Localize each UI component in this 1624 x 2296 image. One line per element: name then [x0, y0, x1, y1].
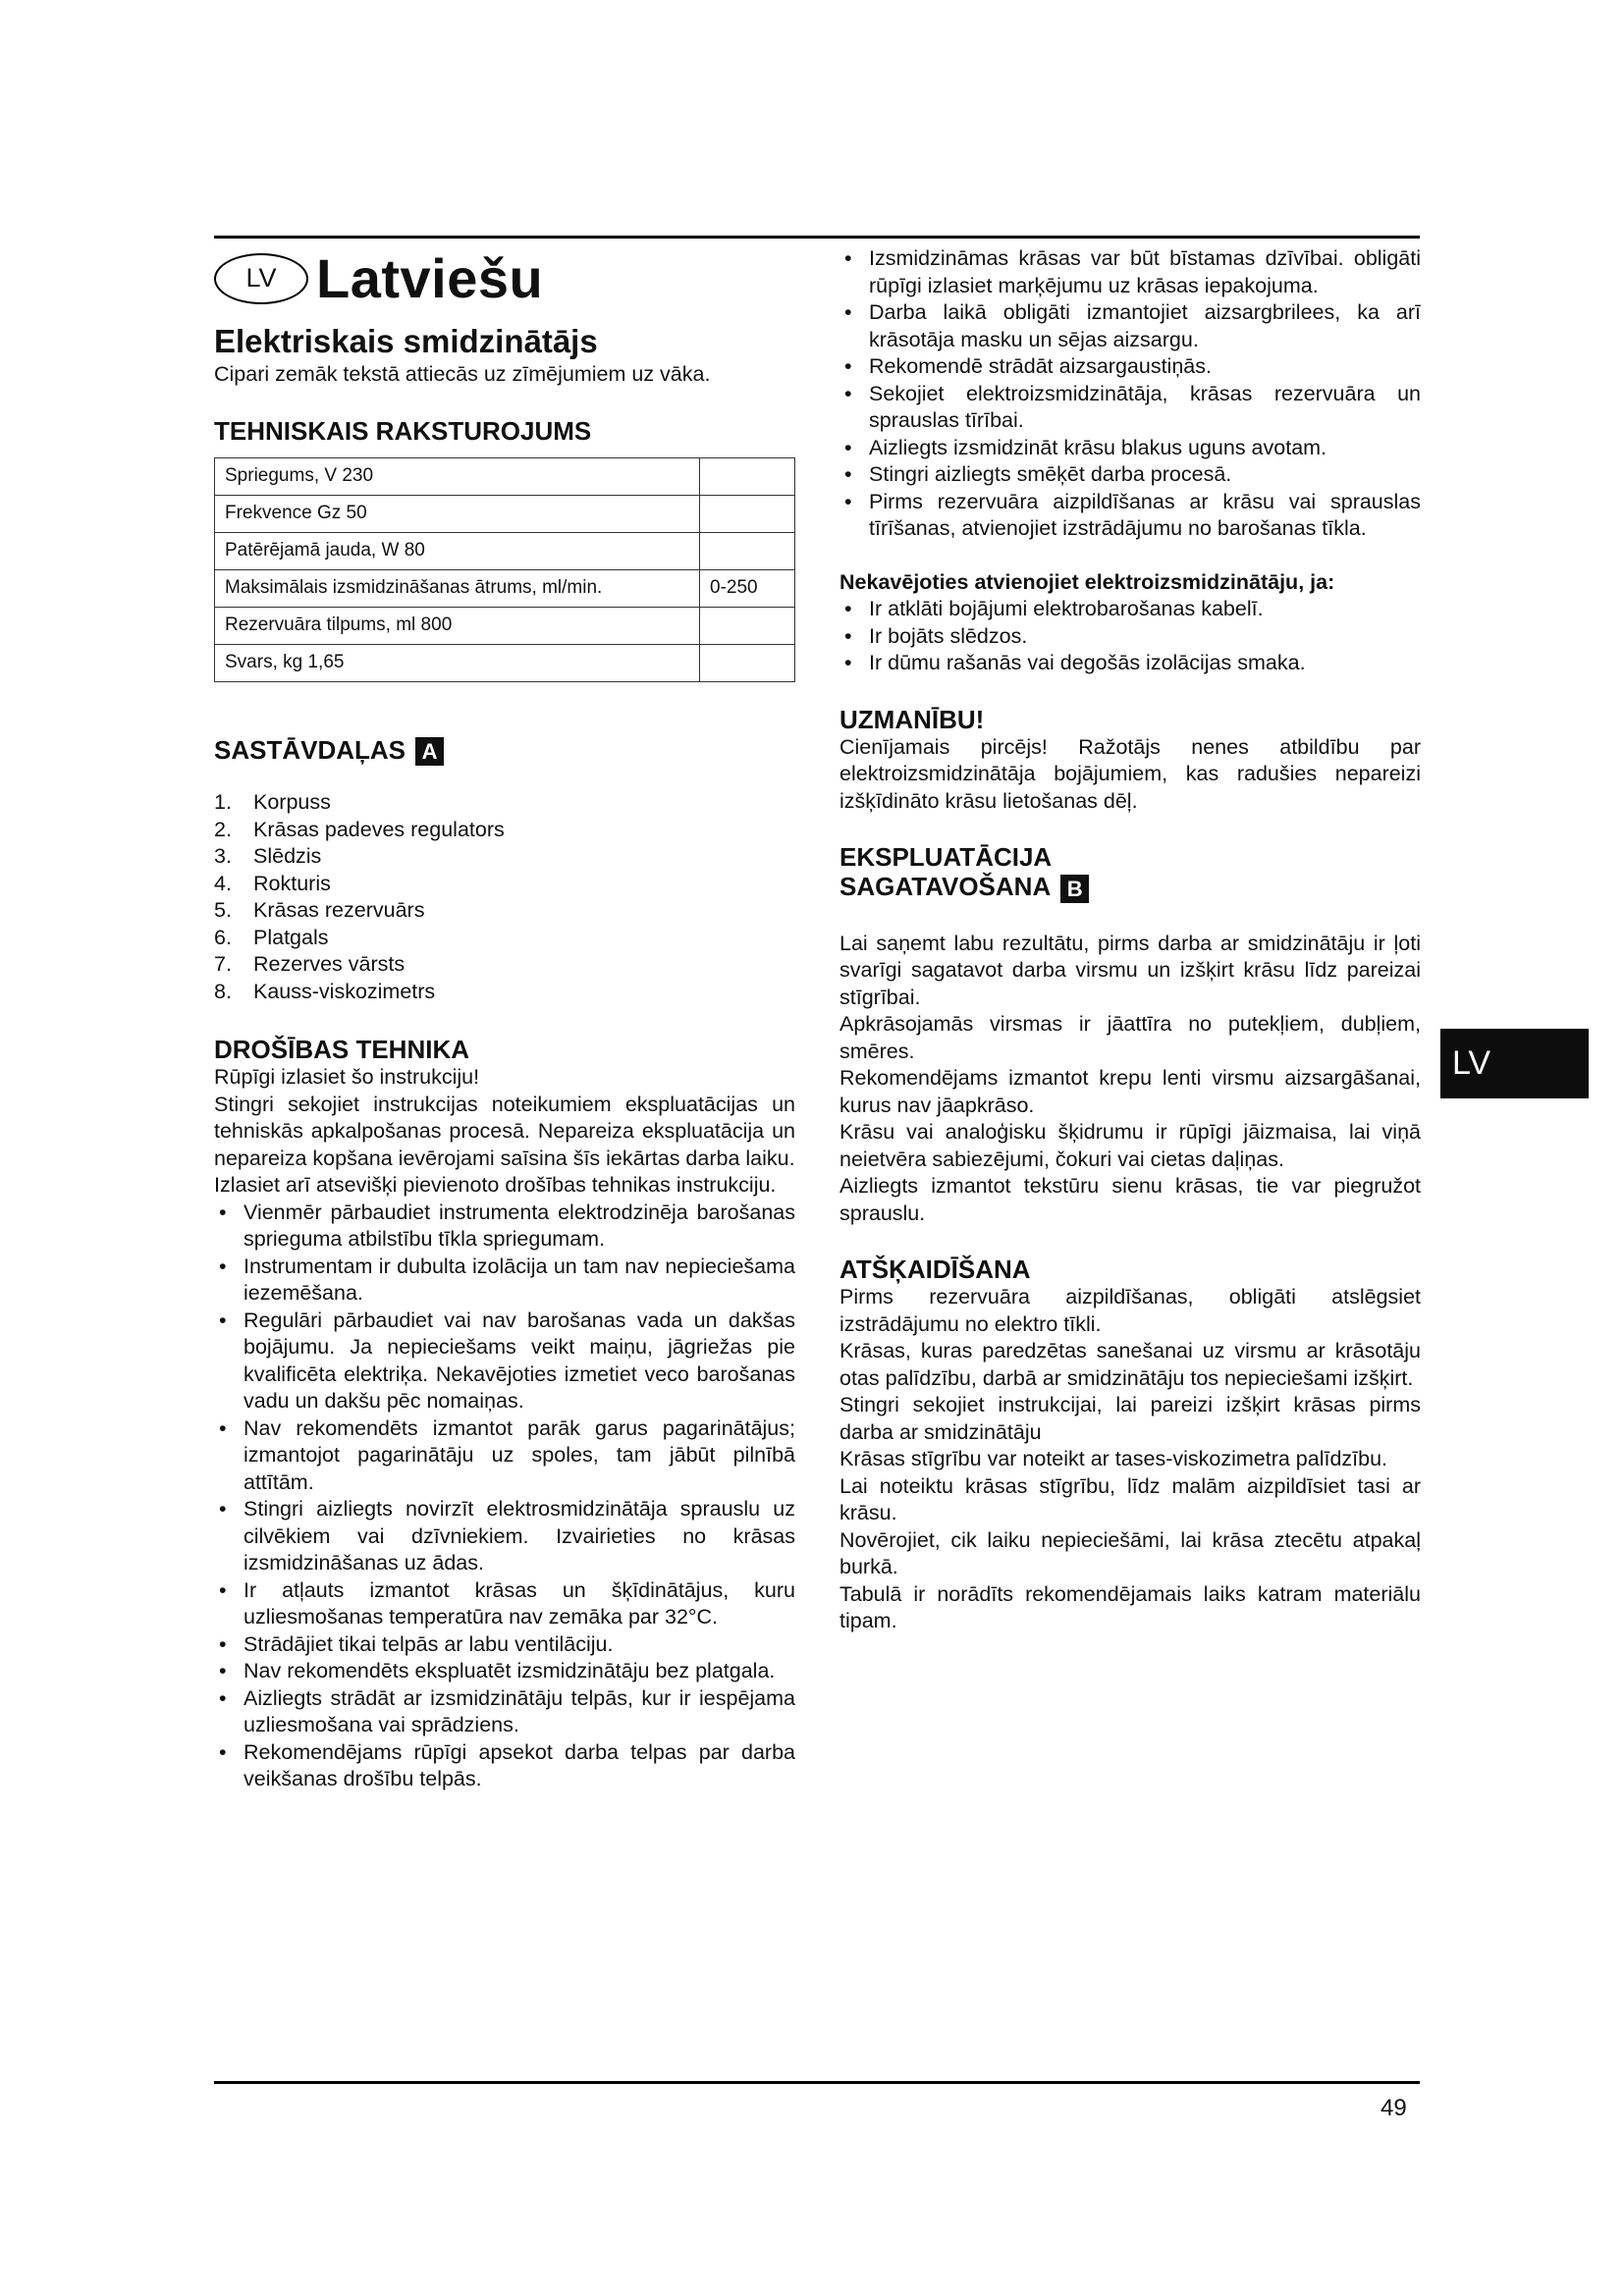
paragraph: Izlasiet arī atsevišķi pievienoto drošības tehnikas instrukciju. — [214, 1173, 777, 1198]
paragraph: Pirms rezervuāra aizpildīšanas, obligāti atslēgsiet izstrādājumu no elektro tīkli. — [839, 1285, 1421, 1336]
spec-table — [214, 457, 795, 682]
parts-list-item — [214, 817, 795, 844]
disconnect-list — [839, 596, 1421, 677]
part-number: 7. — [214, 952, 232, 977]
spec-label: Rezervuāra tilpums, ml 800 — [215, 607, 700, 644]
parts-list — [214, 789, 795, 1005]
spec-label: Svars, kg 1,65 — [215, 644, 700, 681]
paragraph: Novērojiet, cik laiku nepieciešāmi, lai krāsa ztecētu atpakaļ burkā. — [839, 1527, 1421, 1579]
part-label: Korpuss — [253, 790, 331, 815]
parts-list-item — [214, 843, 795, 871]
operation-heading: EKSPLUATĀCIJA — [839, 842, 1053, 872]
page-number: 49 — [1380, 2095, 1407, 2121]
part-label: Krāsas rezervuārs — [253, 898, 425, 923]
figure-b-badge: B — [1060, 875, 1089, 903]
intro-text: Cipari zemāk tekstā attiecās uz zīmējumiem uz vāka. — [214, 362, 711, 386]
language-side-tab: LV — [1440, 1029, 1589, 1098]
bullet-item: • Ir dūmu rašanās vai degošās izolācijas smaka. — [839, 650, 1421, 677]
spec-row — [215, 532, 795, 569]
part-label: Kauss-viskozimetrs — [253, 979, 436, 1003]
paragraph: Lai saņemt labu rezultātu, pirms darba ar smidzinātāju ir ļoti svarīgi sagatavot darba virsmu un izšķirt krāsu līdz pareizai stīgrībai. — [839, 931, 1421, 1009]
part-label: Slēdzis — [253, 844, 322, 869]
warning-heading: UZMANĪBU! — [839, 704, 985, 734]
bullet-item: • Strādājiet tikai telpās ar labu ventilāciju. — [214, 1631, 795, 1659]
bullet-item: • Ir atļauts izmantot krāsas un šķīdinātājus, kuru uzliesmošanas temperatūra nav zemāka par 32°C. — [214, 1577, 795, 1631]
paragraph: Aizliegts izmantot tekstūru sienu krāsas, tie var piegružot sprauslu. — [839, 1174, 1421, 1225]
warning-text: Cienījamais pircējs! Ražotājs nenes atbildību par elektroizsmidzinātāja bojājumiem, kas radušies nepareizi izšķīdināto krāsu lietošanas dēļ. — [839, 734, 1421, 813]
bullet-item: • Rekomendējams rūpīgi apsekot darba telpas par darba veikšanas drošību telpās. — [214, 1739, 795, 1793]
bullet-item: • Sekojiet elektroizsmidzinātāja, krāsas rezervuāra un sprauslas tīrībai. — [839, 381, 1421, 435]
spec-label: Frekvence Gz 50 — [215, 495, 700, 532]
paragraph: Stingri sekojiet instrukcijas noteikumiem ekspluatācijas un tehniskās apkalpošanas procesā. Nepareiza ekspluatācija un nepareiza kopšana ievērojami saīsina šīs iekārtas darba laiku. — [214, 1092, 795, 1170]
part-label: Krāsas padeves regulators — [253, 817, 505, 841]
bullet-item: • Instrumentam ir dubulta izolācija un tam nav nepieciešama iezemēšana. — [214, 1254, 795, 1308]
bullet-item: • Vienmēr pārbaudiet instrumenta elektrodzinēja barošanas sprieguma atbilstību tīkla spriegumam. — [214, 1200, 795, 1254]
safety-list — [214, 1200, 795, 1793]
paragraph: Tabulā ir norādīts rekomendējamais laiks katram materiālu tipam. — [839, 1581, 1421, 1633]
part-number: 1. — [214, 790, 232, 815]
parts-list-item — [214, 951, 795, 979]
bullet-item: • Ir bojāts slēdzos. — [839, 623, 1421, 651]
parts-list-item — [214, 871, 795, 898]
bullet-item: • Rekomendē strādāt aizsargaustiņās. — [839, 353, 1421, 381]
bullet-item: • Stingri aizliegts novirzīt elektrosmidzinātāja sprauslu uz cilvēkiem vai dzīvniekiem. Izvairieties no krāsas izsmidzināšanas uz ādas. — [214, 1496, 795, 1577]
part-label: Rezerves vārsts — [253, 952, 406, 977]
spec-row — [215, 569, 795, 607]
right-column — [839, 245, 1421, 1635]
spec-value — [700, 532, 795, 569]
safety-list-continued — [839, 245, 1421, 543]
bullet-item: • Aizliegts strādāt ar izsmidzinātāju telpās, kur ir iespējama uzliesmošana vai sprādziens. — [214, 1685, 795, 1739]
part-number: 5. — [214, 898, 232, 923]
spec-value — [700, 495, 795, 532]
spec-value: 0-250 — [700, 569, 795, 607]
paragraph: Krāsas stīgrību var noteikt ar tases-viskozimetra palīdzību. — [839, 1447, 1388, 1471]
spec-row — [215, 495, 795, 532]
bullet-item: • Nav rekomendēts ekspluatēt izsmidzinātāju bez platgala. — [214, 1658, 795, 1685]
bullet-item: • Aizliegts izsmidzināt krāsu blakus uguns avotam. — [839, 435, 1421, 462]
left-column — [214, 245, 795, 1793]
spec-row — [215, 457, 795, 495]
spec-value — [700, 644, 795, 681]
tech-heading: TEHNISKAIS RAKSTUROJUMS — [214, 415, 592, 446]
parts-list-item — [214, 897, 795, 925]
spec-label: Spriegums, V 230 — [215, 457, 700, 495]
spec-label: Patērējamā jauda, W 80 — [215, 532, 700, 569]
part-number: 3. — [214, 844, 232, 869]
bullet-item: • Nav rekomendēts izmantot parāk garus pagarinātājus; izmantojot pagarinātāju uz spoles, tam jābūt pilnībā attītām. — [214, 1415, 795, 1497]
parts-list-item — [214, 979, 795, 1006]
part-number: 4. — [214, 871, 232, 895]
paragraph: Apkrāsojamās virsmas ir jāattīra no putekļiem, dubļiem, smēres. — [839, 1012, 1421, 1063]
paragraph: Rekomendējams izmantot krepu lenti virsmu aizsargāšanai, kurus nav jāapkrāso. — [839, 1066, 1421, 1117]
language-badge: LV — [214, 253, 308, 304]
bullet-item: • Pirms rezervuāra aizpildīšanas ar krāsu vai sprauslas tīrīšanas, atvienojiet izstrādājumu no barošanas tīkla. — [839, 489, 1421, 543]
paragraph: Rūpīgi izlasiet šo instrukciju! — [214, 1065, 480, 1090]
bullet-item: • Ir atklāti bojājumi elektrobarošanas kabelī. — [839, 596, 1421, 623]
safety-paragraphs — [214, 1064, 795, 1200]
bullet-item: • Regulāri pārbaudiet vai nav barošanas vada un dakšas bojājumu. Ja nepieciešams veikt maiņu, jāgriežas pie kvalificēta elektriķa. Nekavējoties izmetiet veco barošanas vadu un dakšu pēc nomaiņas. — [214, 1308, 795, 1415]
preparation-paragraphs — [839, 931, 1421, 1228]
document-subtitle: Elektriskais smidzinātājs — [214, 323, 598, 359]
spec-row — [215, 607, 795, 644]
spec-value — [700, 607, 795, 644]
spec-value — [700, 457, 795, 495]
bottom-rule — [214, 2081, 1420, 2084]
part-label: Platgals — [253, 925, 329, 949]
parts-list-item — [214, 789, 795, 817]
part-number: 6. — [214, 925, 232, 949]
safety-heading: DROŠĪBAS TEHNIKA — [214, 1035, 470, 1065]
dilution-heading: ATŠĶAIDĪŠANA — [839, 1255, 1031, 1285]
disconnect-heading: Nekavējoties atvienojiet elektroizsmidzinātāju, ja: — [839, 569, 1335, 594]
bullet-item: • Stingri aizliegts smēķēt darba procesā. — [839, 461, 1421, 489]
part-number: 2. — [214, 817, 232, 841]
dilution-paragraphs — [839, 1284, 1421, 1635]
preparation-heading: SAGATAVOŠANA B — [839, 872, 1421, 903]
part-label: Rokturis — [253, 871, 331, 895]
part-number: 8. — [214, 979, 232, 1003]
paragraph: Krāsu vai analoģisku šķidrumu ir rūpīgi jāizmaisa, lai viņā neietvēra sabiezējumi, čokuri vai cietas daļiņas. — [839, 1120, 1421, 1171]
spec-row — [215, 644, 795, 681]
parts-heading: SASTĀVDAĻAS A — [214, 735, 795, 767]
paragraph: Krāsas, kuras paredzētas sanešanai uz virsmu ar krāsotāju otas palīdzību, darbā ar smidzinātāju tos nepieciešami izšķirt. — [839, 1339, 1421, 1390]
bullet-item: • Izsmidzināmas krāsas var būt bīstamas dzīvībai. obligāti rūpīgi izlasiet marķējumu uz krāsas iepakojuma. — [839, 245, 1421, 299]
paragraph: Lai noteiktu krāsas stīgrību, līdz malām aizpildīsiet tasi ar krāsu. — [839, 1473, 1421, 1525]
language-header — [214, 249, 795, 308]
paragraph: Stingri sekojiet instrukcijai, lai pareizi izšķirt krāsas pirms darba ar smidzinātāju — [839, 1393, 1421, 1444]
figure-a-badge: A — [415, 737, 444, 766]
parts-list-item — [214, 925, 795, 952]
top-rule — [214, 236, 1420, 239]
language-title: Latviešu — [316, 247, 544, 309]
bullet-item: • Darba laikā obligāti izmantojiet aizsargbrilees, ka arī krāsotāja masku un sējas aizsargu. — [839, 299, 1421, 353]
spec-label: Maksimālais izsmidzināšanas ātrums, ml/min. — [215, 569, 700, 607]
